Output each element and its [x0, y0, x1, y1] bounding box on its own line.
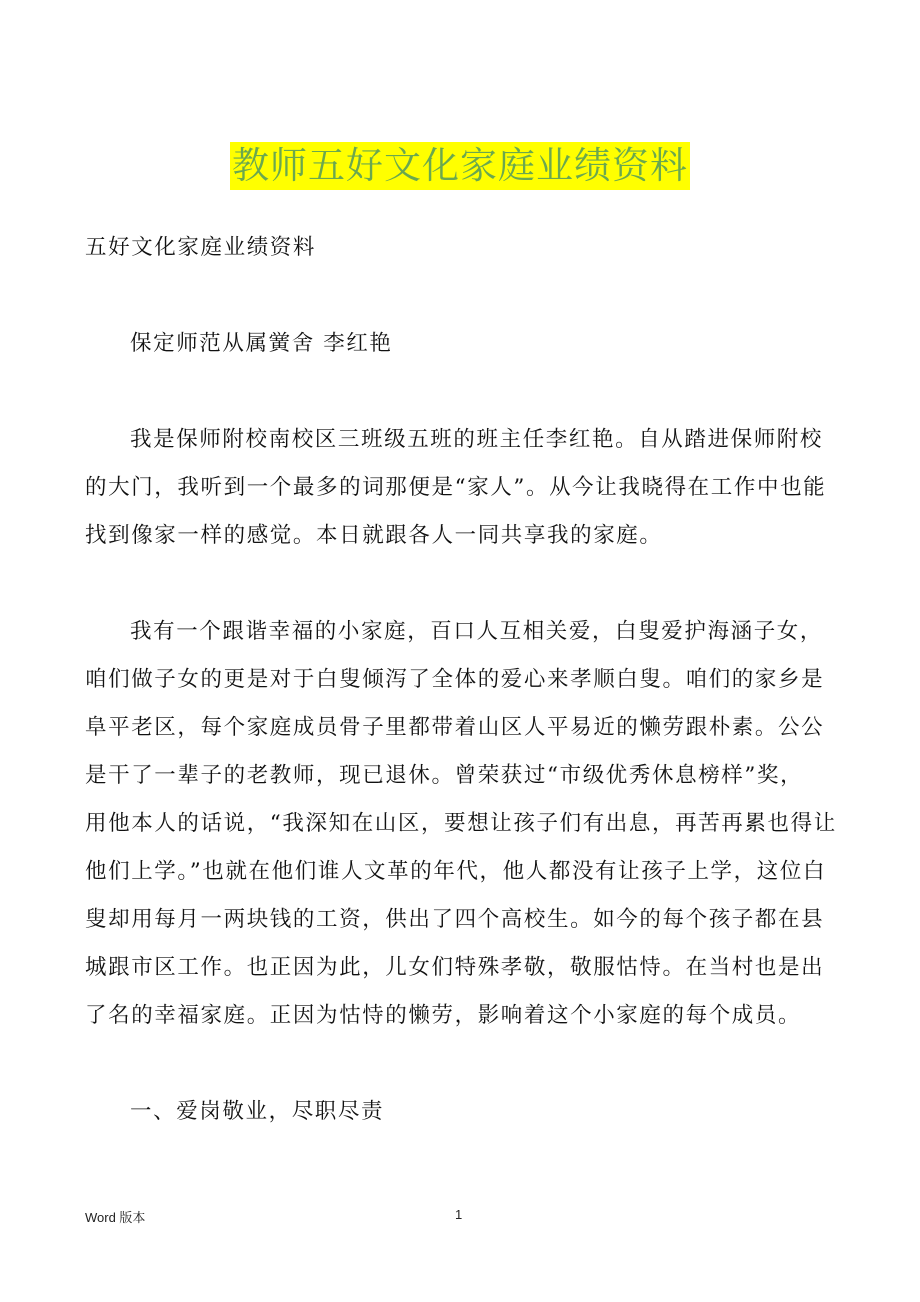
paragraph-line: 我是保师附校南校区三班级五班的班主任李红艳。自从踏进保师附校 [130, 427, 824, 452]
paragraph-line: 的大门，我听到一个最多的词那便是“家人”。从今让我晓得在工作中也能 [85, 475, 827, 500]
paragraph-2 [85, 608, 837, 1040]
page-number: 1 [455, 1207, 463, 1222]
document-body [85, 224, 837, 1136]
spacer [85, 368, 837, 416]
spacer [85, 272, 837, 320]
paragraph-line: 他们上学。”也就在他们谁人文革的年代，他人都没有让孩子上学，这位白 [85, 859, 827, 884]
paragraph-1 [85, 416, 837, 560]
title-container [0, 142, 920, 190]
paragraph-line: 找到像家一样的感觉。本日就跟各人一同共享我的家庭。 [85, 523, 663, 548]
paragraph-line: 了名的幸福家庭。正因为怙恃的懒劳，影响着这个小家庭的每个成员。 [85, 1003, 802, 1028]
footer-label: Word 版本 [85, 1210, 146, 1225]
paragraph-line: 是干了一辈子的老教师，现已退休。曾荣获过“市级优秀休息榜样”奖， [85, 763, 804, 788]
spacer [85, 560, 837, 608]
paragraph-line: 阜平老区，每个家庭成员骨子里都带着山区人平易近的懒劳跟朴素。公公 [85, 715, 825, 740]
author-line: 保定师范从属黉舍 李红艳 [130, 331, 393, 356]
subtitle: 五好文化家庭业绩资料 [85, 235, 317, 260]
paragraph-line: 我有一个跟谐幸福的小家庭，百口人互相关爱，白叟爱护海涵子女， [130, 619, 824, 644]
paragraph-line: 咱们做子女的更是对于白叟倾泻了全体的爱心来孝顺白叟。咱们的家乡是 [85, 667, 825, 692]
paragraph-line: 城跟市区工作。也正因为此，儿女们特殊孝敬，敬服怙恃。在当村也是出 [85, 955, 825, 980]
paragraph-line: 叟却用每月一两块钱的工资，供出了四个高校生。如今的每个孩子都在县 [85, 907, 825, 932]
spacer [85, 1040, 837, 1088]
paragraph-line: 用他本人的话说，“我深知在山区，要想让孩子们有出息，再苦再累也得让 [85, 811, 837, 836]
section-heading: 一、爱岗敬业，尽职尽责 [130, 1099, 385, 1124]
document-title: 教师五好文化家庭业绩资料 [230, 142, 690, 190]
